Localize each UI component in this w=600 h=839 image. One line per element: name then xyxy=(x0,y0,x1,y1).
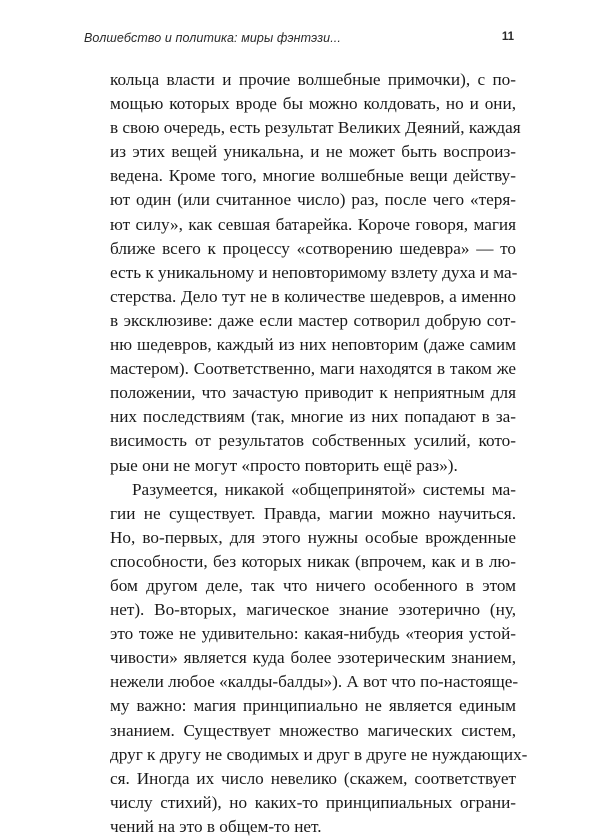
text-line: нежели любое «калды-балды»). А вот что по-настоящe- xyxy=(110,672,519,692)
text-line: в свою очередь, есть результат Великих Деяний, каждая xyxy=(110,118,521,138)
running-title: Волшебство и политика: миры фэнтэзи... xyxy=(84,31,341,45)
text-line: ведена. Кроме того, многие волшебные вещи действу- xyxy=(110,166,516,186)
text-line: мастером). Соответственно, маги находятся в таком же xyxy=(110,359,516,379)
page-number: 11 xyxy=(501,31,514,43)
text-line: ют один (или считанное число) раз, после чего «теря- xyxy=(110,190,516,210)
text-line: му важно: магия принципиально не является единым xyxy=(110,696,516,716)
text-line: ся. Иногда их число невелико (скажем, соответствует xyxy=(110,768,516,788)
text-line: ню шедевров, каждый из них неповторим (даже самим xyxy=(110,335,516,355)
text-line: ют силу», как севшая батарейка. Короче говоря, магия xyxy=(110,214,516,234)
text-line: них последствиям (так, многие из них попадают в за- xyxy=(110,407,516,427)
text-line: мощью которых вроде бы можно колдовать, но и они, xyxy=(110,94,516,114)
text-line: бом другом деле, так что ничего особенного в этом xyxy=(110,575,516,595)
text-line: чивости» является куда более эзотерическим знанием, xyxy=(110,648,516,668)
text-line: числу стихий), но каких-то принципиальных ограни- xyxy=(110,792,516,812)
text-line: рые они не могут «просто повторить ещё раз»). xyxy=(110,455,458,475)
text-line: знанием. Существует множество магических систем, xyxy=(110,720,516,740)
text-line: гии не существует. Правда, магии можно научиться. xyxy=(110,503,516,523)
text-line: нет). Во-вторых, магическое знание эзотерично (ну, xyxy=(110,600,516,620)
text-line: из этих вещей уникальна, и не может быть воспроиз- xyxy=(110,142,516,162)
text-line: способности, без которых никак (впрочем, как и в лю- xyxy=(110,551,516,571)
text-line: чений на это в общем-то нет. xyxy=(110,816,322,836)
paragraph xyxy=(110,68,521,478)
text-line: ближе всего к процессу «сотворению шедевра» — то xyxy=(110,238,516,258)
text-line: друг к другу не сводимых и друг в друге не нуждающих- xyxy=(110,744,528,764)
running-header xyxy=(84,31,516,47)
text-line: это тоже не удивительно: какая-нибудь «теория устой- xyxy=(110,624,516,644)
text-line: висимость от результатов собственных усилий, кото- xyxy=(110,431,516,451)
text-line: есть к уникальному и неповторимому взлету духа и ма- xyxy=(110,262,518,282)
paragraph xyxy=(110,478,528,839)
text-line: положении, что зачастую приводит к неприятным для xyxy=(110,383,516,403)
text-line: Разумеется, никакой «общепринятой» системы ма- xyxy=(132,479,516,499)
body-text xyxy=(110,68,528,839)
text-line: в эксклюзиве: даже если мастер сотворил добрую сот- xyxy=(110,310,516,330)
text-line: стерства. Дело тут не в количестве шедевров, а именно xyxy=(110,286,516,306)
text-line: Но, во-первых, для этого нужны особые врожденные xyxy=(110,527,516,547)
text-line: кольца власти и прочие волшебные примочки), с по- xyxy=(110,70,516,89)
